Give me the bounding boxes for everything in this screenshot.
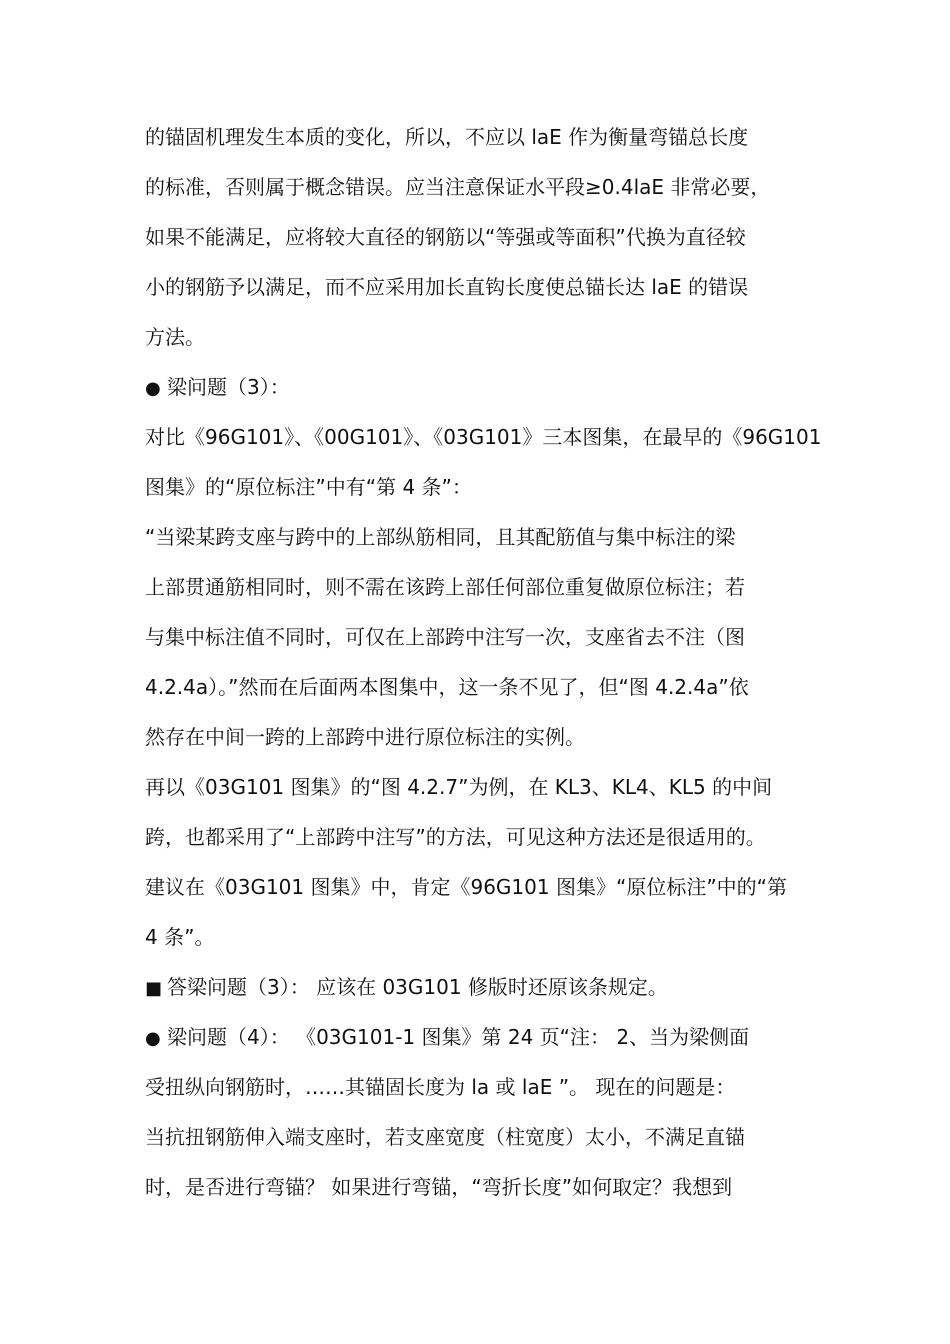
text-line-1: 的锚固机理发生本质的变化，所以，不应以 laE 作为衡量弯锚总长度 [145,125,749,149]
text-line-14: 再以《03G101 图集》的“图 4.2.7”为例，在 KL3、KL4、KL5 的中间 [145,775,773,799]
text-line-5: 方法。 [145,325,205,349]
text-line-13: 然存在中间一跨的上部跨中进行原位标注的实例。 [145,725,585,749]
text-line-11: 与集中标注值不同时，可仅在上部跨中注写一次，支座省去不注（图 [145,625,745,649]
bullet-text: 梁问题（3）： [167,375,290,399]
text-line-9: “当梁某跨支座与跨中的上部纵筋相同，且其配筋值与集中标注的梁 [145,525,736,549]
text-line-12: 4.2.4a）。”然而在后面两本图集中，这一条不见了，但“图 4.2.4a”依 [145,675,749,699]
text-line-17: 4 条”。 [145,925,215,949]
bullet-item-beam-question-4 [145,1012,810,1062]
text-line-2: 的标准，否则属于概念错误。应当注意保证水平段≥0.4laE 非常必要， [145,175,771,199]
square-bullet-icon: ■ [145,978,163,999]
text-line-10: 上部贯通筋相同时，则不需在该跨上部任何部位重复做原位标注；若 [145,575,745,599]
circle-bullet-icon: ● [145,378,161,399]
bullet-text: 答梁问题（3）： 应该在 03G101 修版时还原该条规定。 [167,975,668,999]
text-line-4: 小的钢筋予以满足，而不应采用加长直钩长度使总锚长达 laE 的错误 [145,275,749,299]
document-page [145,112,822,1212]
bullet-item-beam-question-3 [145,362,810,412]
text-line-15: 跨，也都采用了“上部跨中注写”的方法，可见这种方法还是很适用的。 [145,825,766,849]
text-line-16: 建议在《03G101 图集》中，肯定《96G101 图集》“原位标注”中的“第 [145,875,788,899]
circle-bullet-icon: ● [145,1028,161,1049]
bullet-item-answer-3 [145,962,810,1012]
text-line-8: 图集》的“原位标注”中有“第 4 条”： [145,475,472,499]
text-line-20: 受扭纵向钢筋时，……其锚固长度为 la 或 laE ”。 现在的问题是： [145,1075,736,1099]
text-line-3: 如果不能满足，应将较大直径的钢筋以“等强或等面积”代换为直径较 [145,225,746,249]
text-line-21: 当抗扭钢筋伸入端支座时，若支座宽度（柱宽度）太小，不满足直锚 [145,1125,745,1149]
bullet-text: 梁问题（4）： 《03G101-1 图集》第 24 页“注： 2、当为梁侧面 [167,1025,750,1049]
text-line-7: 对比《96G101》、《00G101》、《03G101》三本图集，在最早的《96G101 [145,425,822,449]
text-line-22: 时，是否进行弯锚？ 如果进行弯锚，“弯折长度”如何取定？我想到 [145,1175,733,1199]
